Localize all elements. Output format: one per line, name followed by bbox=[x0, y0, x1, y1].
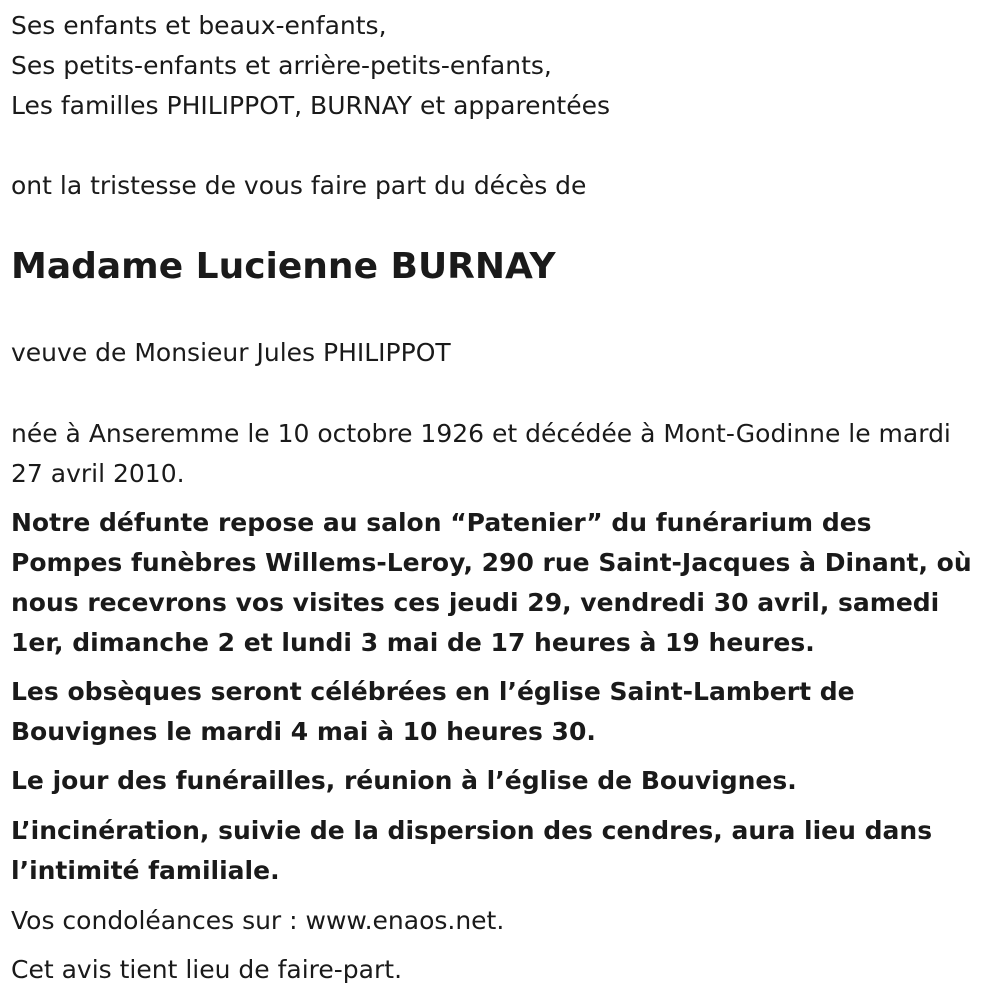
announcement-text: ont la tristesse de vous faire part du décès de bbox=[11, 171, 587, 200]
deceased-name: Madame Lucienne BURNAY bbox=[11, 246, 556, 287]
notice-text: Cet avis tient lieu de faire-part. bbox=[11, 955, 403, 984]
birth-death-text: née à Anseremme le 10 octobre 1926 et décédée à Mont-Godinne le mardi 27 avril 2010. bbox=[11, 419, 951, 488]
condolences-text: Vos condoléances sur : www.enaos.net. bbox=[11, 906, 505, 935]
family-line-children: Ses enfants et beaux-enfants, bbox=[11, 11, 387, 40]
cremation-text: L’incinération, suivie de la dispersion des cendres, aura lieu dans l’intimité familiale. bbox=[11, 816, 933, 885]
family-line-families: Les familles PHILIPPOT, BURNAY et apparentées bbox=[11, 91, 610, 120]
meeting-text: Le jour des funérailles, réunion à l’église de Bouvignes. bbox=[11, 766, 797, 795]
family-line-grandchildren: Ses petits-enfants et arrière-petits-enfants, bbox=[11, 51, 552, 80]
visitation-text: Notre défunte repose au salon “Patenier” du funérarium des Pompes funèbres Willems-Leroy, 290 rue Saint-Jacques à Dinant, où nous recevrons vos visites ces jeudi 29, vendredi 30 avril, samedi 1er, dimanche 2 et lundi 3 mai de 17 heures à 19 heures. bbox=[11, 508, 972, 657]
funeral-text: Les obsèques seront célébrées en l’église Saint-Lambert de Bouvignes le mardi 4 mai à 10 heures 30. bbox=[11, 677, 855, 746]
widow-of-text: veuve de Monsieur Jules PHILIPPOT bbox=[11, 338, 451, 367]
